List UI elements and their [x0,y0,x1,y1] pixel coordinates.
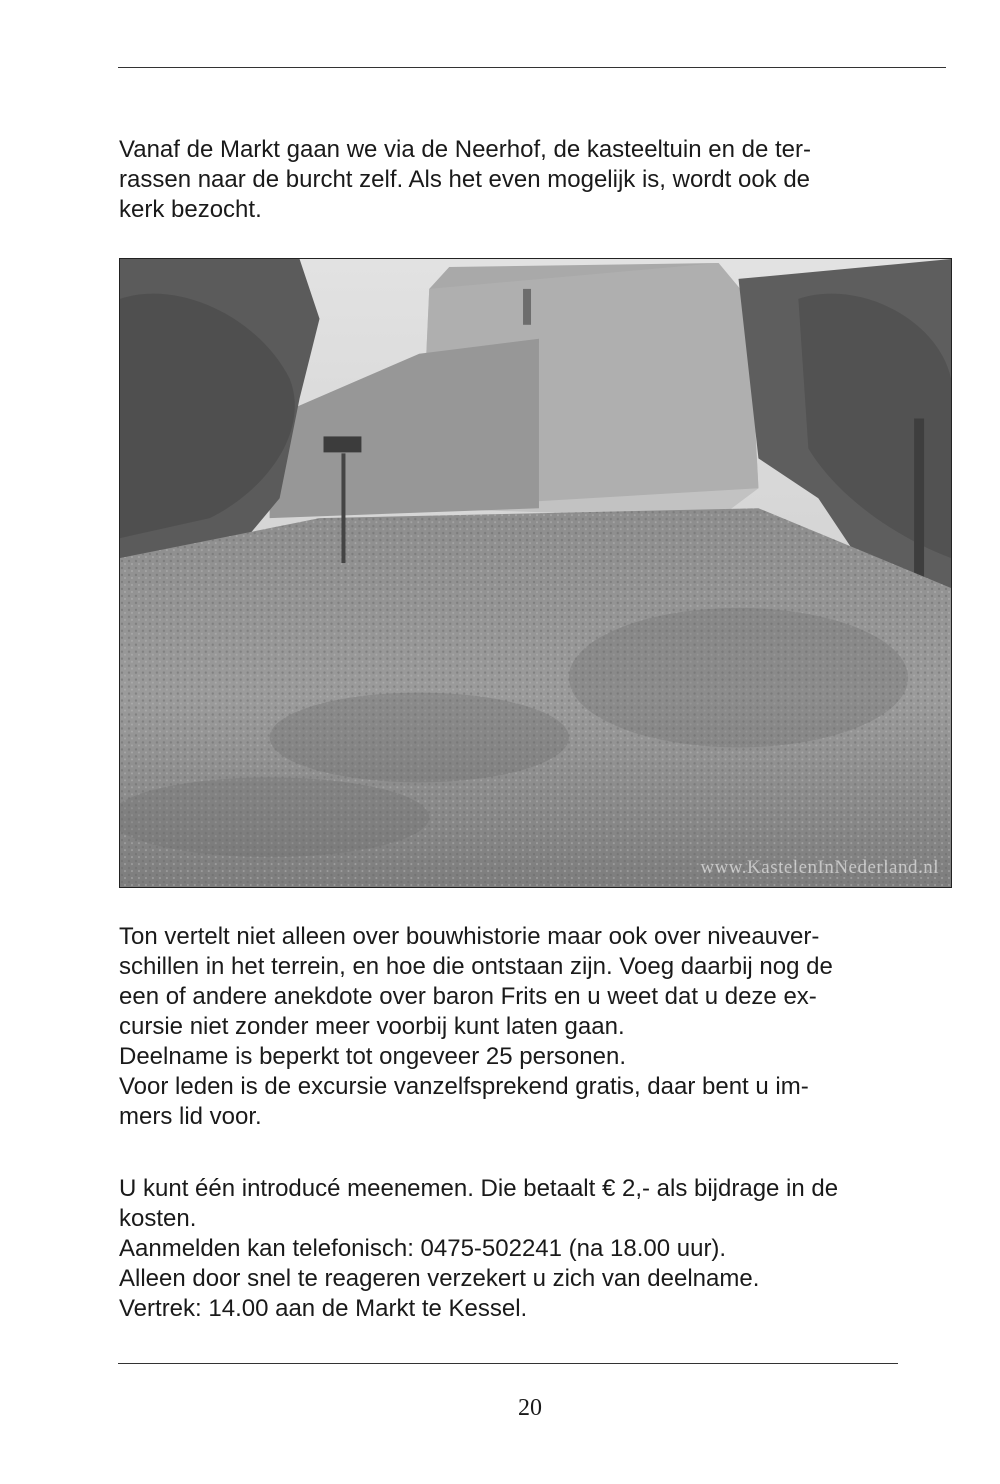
castle-photo-image [120,259,951,887]
body-line: cursie niet zonder meer voorbij kunt laten gaan. [119,1013,625,1040]
top-rule [118,67,946,68]
body-line: mers lid voor. [119,1103,262,1130]
intro-line: kerk bezocht. [119,196,262,223]
body-line: Aanmelden kan telefonisch: 0475-502241 (na 18.00 uur). [119,1235,727,1262]
body-paragraph-1 [119,922,941,1132]
intro-line: Vanaf de Markt gaan we via de Neerhof, de kasteeltuin en de ter- [119,136,811,163]
body-line: Ton vertelt niet alleen over bouwhistorie maar ook over niveauver- [119,923,820,950]
body-line: kosten. [119,1205,197,1232]
body-line: een of andere anekdote over baron Frits en u weet dat u deze ex- [119,983,817,1010]
body-line: Alleen door snel te reageren verzekert u zich van deelname. [119,1265,760,1292]
body-line: U kunt één introducé meenemen. Die betaalt € 2,- als bijdrage in de [119,1175,839,1202]
bottom-rule [118,1363,898,1364]
body-line: schillen in het terrein, en hoe die ontstaan zijn. Voeg daarbij nog de [119,953,833,980]
castle-photo [119,258,952,888]
body-line: Deelname is beperkt tot ongeveer 25 personen. [119,1043,626,1070]
intro-line: rassen naar de burcht zelf. Als het even mogelijk is, wordt ook de [119,166,811,193]
body-paragraph-2 [119,1174,941,1324]
body-line: Vertrek: 14.00 aan de Markt te Kessel. [119,1295,528,1322]
body-line: Voor leden is de excursie vanzelfsprekend gratis, daar bent u im- [119,1073,809,1100]
intro-paragraph [119,135,941,225]
photo-watermark: www.KastelenInNederland.nl [700,857,939,878]
page-number: 20 [518,1395,542,1421]
